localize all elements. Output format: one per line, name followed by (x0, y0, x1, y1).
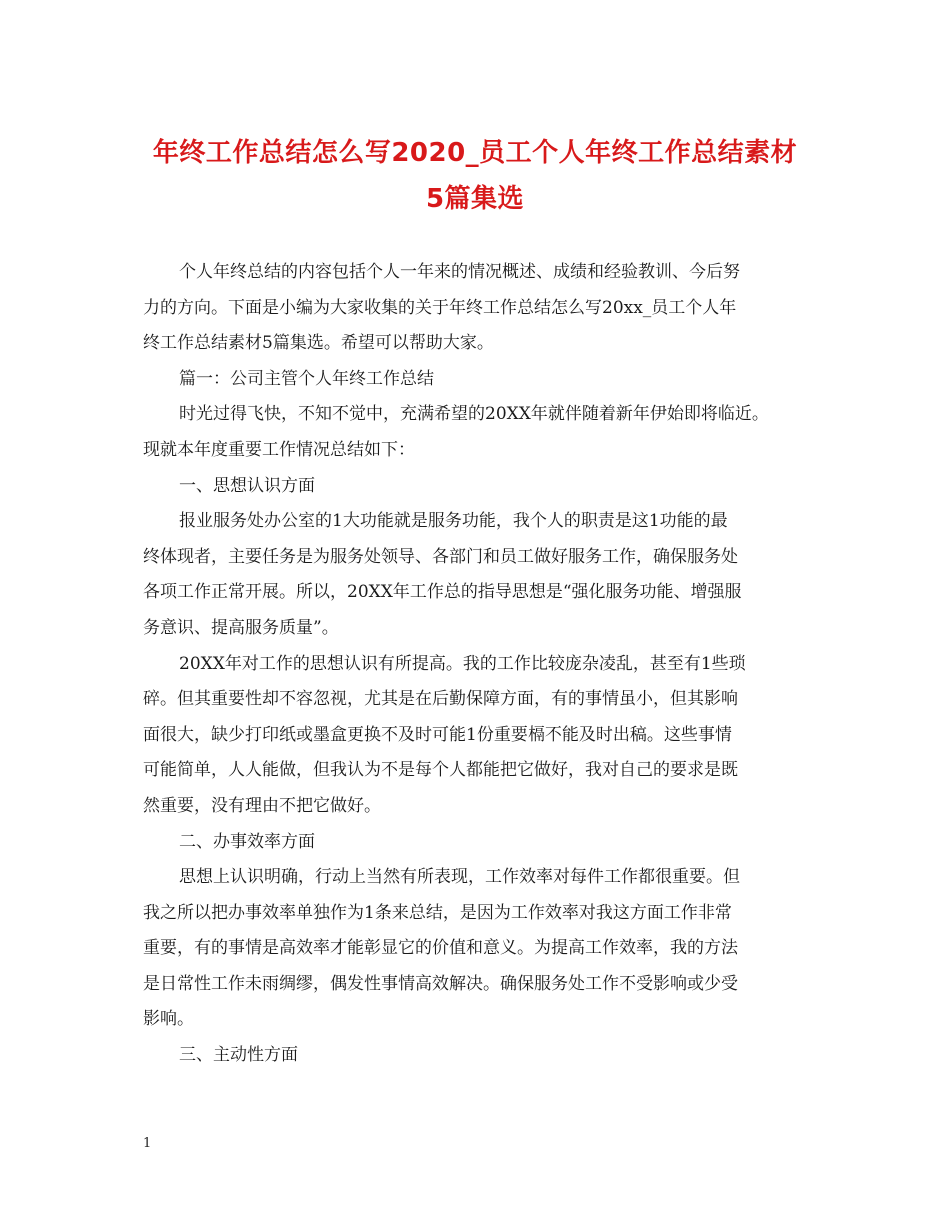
body-line: 力的方向。下面是小编为大家收集的关于年终工作总结怎么写20xx_员工个人年 (143, 297, 737, 318)
body-line: 然重要，没有理由不把它做好。 (143, 795, 381, 816)
body-line: 终体现者，主要任务是为服务处领导、各部门和员工做好服务工作，确保服务处 (143, 546, 738, 567)
body-line: 面很大，缺少打印纸或墨盒更换不及时可能1份重要槅不能及时出稿。这些事情 (143, 724, 732, 745)
body-line: 终工作总结素材5篇集选。希望可以帮助大家。 (143, 333, 494, 354)
body-line: 可能简单，人人能做，但我认为不是每个人都能把它做好，我对自己的要求是既 (143, 760, 738, 781)
document-title-line-2: 5篇集选 (425, 184, 525, 214)
body-line: 20XX年对工作的思想认识有所提高。我的工作比较庞杂凌乱，甚至有1些琐 (179, 653, 746, 674)
body-line: 我之所以把办事效率单独作为1条来总结，是因为工作效率对我这方面工作非常 (143, 902, 732, 923)
section-heading: 篇一：公司主管个人年终工作总结 (179, 368, 434, 389)
body-line: 碎。但其重要性却不容忽视，尤其是在后勤保障方面，有的事情虽小，但其影响 (143, 689, 738, 710)
body-line: 时光过得飞快，不知不觉中，充满希望的20XX年就伴随着新年伊始即将临近。 (179, 404, 769, 425)
body-line: 重要，有的事情是高效率才能彰显它的价值和意义。为提高工作效率，我的方法 (143, 938, 738, 959)
body-line: 报业服务处办公室的1大功能就是服务功能，我个人的职责是这1功能的最 (179, 511, 728, 532)
section-heading: 二、办事效率方面 (179, 831, 315, 852)
document-body (143, 255, 823, 1074)
section-heading: 三、主动性方面 (179, 1045, 298, 1066)
body-line: 各项工作正常开展。所以，20XX年工作总的指导思想是“强化服务功能、增强服 (143, 582, 742, 603)
body-line: 是日常性工作未雨绸缪，偶发性事情高效解决。确保服务处工作不受影响或少受 (143, 973, 738, 994)
page-number: 1 (143, 1136, 152, 1151)
body-line: 现就本年度重要工作情况总结如下： (143, 439, 415, 460)
body-line: 影响。 (143, 1009, 194, 1030)
body-line: 思想上认识明确，行动上当然有所表现，工作效率对每件工作都很重要。但 (179, 867, 740, 888)
body-line: 务意识、提高服务质量”。 (143, 617, 339, 638)
section-heading: 一、思想认识方面 (179, 475, 315, 496)
document-title-line-1: 年终工作总结怎么写2020_员工个人年终工作总结素材 (152, 138, 798, 168)
body-line: 个人年终总结的内容包括个人一年来的情况概述、成绩和经验教训、今后努 (179, 262, 740, 282)
